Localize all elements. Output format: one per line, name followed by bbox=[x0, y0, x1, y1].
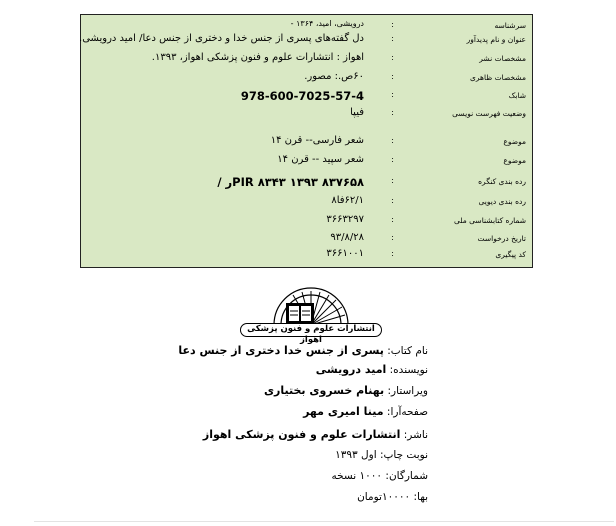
cip-row-colon: : bbox=[391, 136, 394, 145]
price-value: ۱۰۰۰۰تومان bbox=[357, 491, 411, 503]
cip-row-label: شابک bbox=[508, 91, 526, 100]
book-title-value: پسری از جنس خدا دختری از جنس دعا bbox=[178, 344, 384, 357]
cip-row-label: موضوع bbox=[503, 156, 526, 165]
cip-row-label: سرشناسه bbox=[494, 21, 526, 30]
cip-row-value: شعر سپید -- قرن ۱۴ bbox=[277, 154, 364, 165]
price-line bbox=[357, 491, 428, 503]
book-title-line bbox=[178, 344, 428, 357]
edition-value: اول ۱۳۹۳ bbox=[335, 449, 377, 461]
cip-row-value: ۹۳/۸/۲۸ bbox=[330, 232, 364, 243]
cip-row-colon: : bbox=[391, 72, 394, 81]
count-label: شمارگان: bbox=[385, 470, 428, 482]
book-rays-icon bbox=[234, 283, 388, 327]
author-label: نویسنده: bbox=[389, 364, 428, 376]
layout-line bbox=[303, 405, 428, 418]
cip-row-value: ۳۶۶۳۲۹۷ bbox=[326, 214, 364, 225]
cip-row-label: رده بندی دیویی bbox=[478, 197, 526, 206]
cip-row-colon: : bbox=[391, 249, 394, 258]
layout-label: صفحه‌آرا: bbox=[386, 406, 428, 418]
cip-row-value: فیپا bbox=[350, 107, 364, 118]
cip-row-value: PIR ۸۳۴۳ ۱۳۹۳ ۸۳۷۶۵۸ر / bbox=[217, 175, 364, 189]
edition-line bbox=[335, 449, 428, 461]
bottom-divider bbox=[34, 521, 614, 522]
cip-row-value: درویشی، امید، ۱۳۶۴ - bbox=[290, 19, 364, 28]
cip-row-colon: : bbox=[391, 20, 394, 29]
cip-row-colon: : bbox=[391, 176, 394, 185]
cip-row-value: ۶۰ص.: مصور. bbox=[304, 71, 364, 82]
publisher-label: ناشر: bbox=[403, 429, 428, 441]
price-label: بها: bbox=[413, 491, 428, 503]
editor-line bbox=[264, 384, 428, 397]
cip-row-colon: : bbox=[391, 155, 394, 164]
cip-row-value: ۳۶۶۱۰۰۱ bbox=[326, 248, 364, 259]
cip-row-value: دل گفته‌های پسری از جنس خدا و دختری از جنس دعا/ امید درویشی. bbox=[79, 33, 364, 44]
cip-row-label: وضعیت فهرست نویسی bbox=[452, 109, 526, 118]
cip-row-colon: : bbox=[391, 34, 394, 43]
cip-row-label: موضوع bbox=[503, 137, 526, 146]
layout-value: مینا امیری مهر bbox=[303, 405, 384, 418]
cip-row-label: کد پیگیری bbox=[495, 250, 526, 259]
edition-label: نوبت چاپ: bbox=[379, 449, 428, 461]
author-value: امید درویشی bbox=[315, 363, 387, 376]
publisher-logo bbox=[234, 283, 388, 345]
cip-row-label: مشخصات نشر bbox=[479, 54, 526, 63]
count-value: ۱۰۰۰ نسخه bbox=[331, 470, 383, 482]
publisher-value: انتشارات علوم و فنون پزشکی اهواز bbox=[202, 428, 401, 441]
cip-row-value: ۶۲/۱فا۸ bbox=[331, 195, 364, 206]
cip-row-colon: : bbox=[391, 233, 394, 242]
cip-row-label: شماره کتابشناسی ملی bbox=[454, 216, 526, 225]
cip-row-colon: : bbox=[391, 215, 394, 224]
cip-row-colon: : bbox=[391, 108, 394, 117]
cip-row-colon: : bbox=[391, 196, 394, 205]
logo-publisher-name: انتشارات علوم و فنون پزشکی اهواز bbox=[240, 323, 382, 337]
count-line bbox=[331, 470, 428, 482]
cip-row-label: تاریخ درخواست bbox=[477, 234, 526, 243]
editor-value: بهنام خسروی بختیاری bbox=[263, 384, 385, 397]
editor-label: ویراستار: bbox=[387, 385, 428, 397]
cip-row-colon: : bbox=[391, 90, 394, 99]
cip-row-colon: : bbox=[391, 53, 394, 62]
cip-row-label: مشخصات ظاهری bbox=[469, 73, 526, 82]
cip-row-label: رده بندی کنگره bbox=[478, 177, 526, 186]
publisher-line bbox=[203, 428, 428, 441]
author-line bbox=[316, 363, 428, 376]
cip-catalog-box bbox=[80, 14, 533, 268]
book-title-label: نام کتاب: bbox=[387, 345, 428, 357]
cip-row-value: اهواز : انتشارات علوم و فنون پزشکی اهواز، ۱۳۹۳. bbox=[151, 52, 364, 63]
cip-row-value: شعر فارسی-- قرن ۱۴ bbox=[270, 135, 364, 146]
cip-row-value: 978-600-7025-57-4 bbox=[240, 89, 364, 103]
cip-row-label: عنوان و نام پدیدآور bbox=[466, 35, 526, 44]
